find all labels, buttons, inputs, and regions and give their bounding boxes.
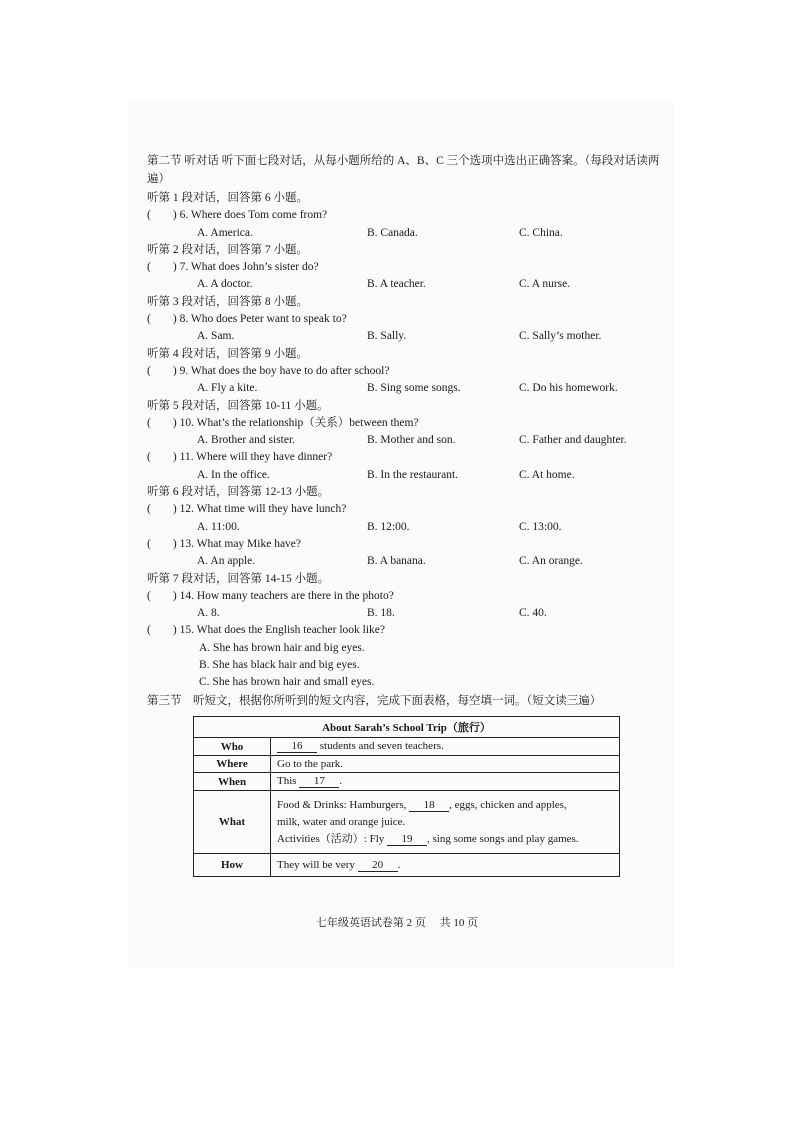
dialogue-heading: 听第 5 段对话，回答第 10-11 小题。 xyxy=(147,399,329,412)
row-label-how: How xyxy=(194,854,271,877)
options-row xyxy=(147,225,667,242)
what-line1-post: , eggs, chicken and apples, xyxy=(449,798,567,811)
option-c[interactable]: C. Sally’s mother. xyxy=(519,330,602,343)
dialogue-heading: 听第 2 段对话，回答第 7 小题。 xyxy=(147,243,308,256)
table-row xyxy=(194,791,620,854)
option-c[interactable]: C. Do his homework. xyxy=(519,382,618,395)
who-text: students and seven teachers. xyxy=(319,740,444,752)
page-footer: 七年级英语试卷第 2 页 共 10 页 xyxy=(315,917,479,929)
dialogue-heading: 听第 7 段对话，回答第 14-15 小题。 xyxy=(147,572,330,585)
answer-bracket-close: ) xyxy=(172,416,177,429)
when-post: . xyxy=(339,775,343,787)
answer-bracket-close: ) xyxy=(172,537,177,550)
option-b[interactable]: B. 18. xyxy=(367,607,395,620)
option-a[interactable]: A. Fly a kite. xyxy=(197,382,258,395)
table-row xyxy=(194,854,620,877)
question-line xyxy=(147,501,667,518)
how-post: . xyxy=(397,858,401,871)
options-row xyxy=(147,553,667,570)
dialogue-heading: 听第 1 段对话，回答第 6 小题。 xyxy=(147,192,308,204)
question-line xyxy=(147,622,667,639)
what-line3-pre: Activities（活动）: Fly xyxy=(277,832,385,845)
option-b[interactable]: B. 12:00. xyxy=(367,520,410,533)
answer-bracket-open: ( xyxy=(147,503,151,516)
option-a[interactable]: A. America. xyxy=(197,226,253,239)
question-text: 6. Where does Tom come from? xyxy=(179,209,328,222)
options-row xyxy=(147,519,667,536)
option-a[interactable]: A. A doctor. xyxy=(197,278,253,291)
table-row xyxy=(194,756,620,773)
option-a[interactable]: A. In the office. xyxy=(197,468,270,481)
listening-section-2 xyxy=(147,152,667,710)
answer-bracket-open: ( xyxy=(147,451,151,464)
table-row xyxy=(194,773,620,791)
answer-bracket-open: ( xyxy=(147,364,151,377)
question-text: 7. What does John’s sister do? xyxy=(179,261,319,274)
question-line xyxy=(147,311,667,328)
question-text: 10. What’s the relationship（关系）between them? xyxy=(179,416,419,429)
option-c[interactable]: C. She has brown hair and small eyes. xyxy=(199,676,375,689)
option-a[interactable]: A. Sam. xyxy=(197,330,235,343)
table-title: About Sarah’s School Trip（旅行） xyxy=(194,717,620,738)
option-c[interactable]: C. At home. xyxy=(519,468,575,481)
question-text: 11. Where will they have dinner? xyxy=(179,451,333,464)
dialogue-list xyxy=(147,190,667,692)
option-b[interactable]: B. Canada. xyxy=(367,226,418,239)
row-label-where: Where xyxy=(194,756,271,773)
option-b[interactable]: B. In the restaurant. xyxy=(367,468,459,481)
answer-bracket-close: ) xyxy=(172,261,177,274)
question-text: 9. What does the boy have to do after school? xyxy=(179,364,390,377)
section-2-intro: 第二节 听对话 听下面七段对话，从每小题所给的 A、B、C 三个选项中选出正确答案。（每段对话读两遍） xyxy=(147,155,660,185)
option-a[interactable]: A. An apple. xyxy=(197,555,256,568)
option-c[interactable]: C. A nurse. xyxy=(519,278,571,291)
question-text: 8. Who does Peter want to speak to? xyxy=(179,313,347,326)
row-label-when: When xyxy=(194,773,271,791)
option-c[interactable]: C. 13:00. xyxy=(519,520,562,533)
option-a[interactable]: A. Brother and sister. xyxy=(197,434,296,447)
answer-bracket-open: ( xyxy=(147,589,151,602)
options-row xyxy=(147,328,667,345)
question-text: 13. What may Mike have? xyxy=(179,537,302,550)
option-b[interactable]: B. Sally. xyxy=(367,330,407,343)
answer-bracket-close: ) xyxy=(172,503,177,516)
option-a[interactable]: A. 8. xyxy=(197,607,220,620)
option-c[interactable]: C. China. xyxy=(519,226,563,239)
answer-blank-16[interactable]: 16 xyxy=(277,740,317,753)
question-line xyxy=(147,207,667,224)
answer-bracket-open: ( xyxy=(147,313,151,326)
options-row xyxy=(147,432,667,449)
where-text: Go to the park. xyxy=(271,756,620,773)
answer-bracket-close: ) xyxy=(172,589,177,602)
answer-blank-19[interactable]: 19 xyxy=(387,833,427,846)
section-3-intro: 第三节 听短文，根据你所听到的短文内容，完成下面表格，每空填一词。（短文读三遍） xyxy=(147,694,602,707)
question-text: 15. What does the English teacher look like? xyxy=(179,624,386,637)
option-b[interactable]: B. A banana. xyxy=(367,555,426,568)
what-line3-post: , sing some songs and play games. xyxy=(427,832,579,845)
answer-bracket-open: ( xyxy=(147,261,151,274)
question-line xyxy=(147,259,667,276)
question-line xyxy=(147,536,667,553)
option-a[interactable]: A. She has brown hair and big eyes. xyxy=(199,641,365,654)
option-b[interactable]: B. A teacher. xyxy=(367,278,426,291)
answer-bracket-close: ) xyxy=(172,364,177,377)
dialogue-heading: 听第 6 段对话，回答第 12-13 小题。 xyxy=(147,486,330,499)
how-pre: They will be very xyxy=(277,858,355,871)
option-c[interactable]: C. Father and daughter. xyxy=(519,434,627,447)
option-a[interactable]: A. 11:00. xyxy=(197,520,240,533)
option-b[interactable]: B. She has black hair and big eyes. xyxy=(199,659,360,672)
answer-bracket-open: ( xyxy=(147,537,151,550)
answer-blank-17[interactable]: 17 xyxy=(299,775,339,788)
question-line xyxy=(147,363,667,380)
options-row xyxy=(147,605,667,622)
what-line1-pre: Food & Drinks: Hamburgers, xyxy=(277,798,407,811)
school-trip-table xyxy=(193,716,620,877)
table-row xyxy=(194,738,620,756)
when-pre: This xyxy=(277,775,297,787)
answer-bracket-close: ) xyxy=(172,313,177,326)
question-line xyxy=(147,588,667,605)
options-row xyxy=(147,276,667,293)
option-b[interactable]: B. Sing some songs. xyxy=(367,382,461,395)
answer-bracket-close: ) xyxy=(172,624,177,637)
option-b[interactable]: B. Mother and son. xyxy=(367,434,456,447)
answer-bracket-close: ) xyxy=(172,451,177,464)
answer-blank-18[interactable]: 18 xyxy=(409,799,449,812)
question-line xyxy=(147,449,667,466)
question-text: 12. What time will they have lunch? xyxy=(179,503,347,516)
row-label-who: Who xyxy=(194,738,271,756)
answer-blank-20[interactable]: 20 xyxy=(358,859,398,872)
what-line2: milk, water and orange juice. xyxy=(277,815,406,828)
dialogue-heading: 听第 3 段对话，回答第 8 小题。 xyxy=(147,295,308,308)
option-c[interactable]: C. 40. xyxy=(519,607,547,620)
question-line xyxy=(147,415,667,432)
option-c[interactable]: C. An orange. xyxy=(519,555,583,568)
answer-bracket-open: ( xyxy=(147,209,151,222)
dialogue-heading: 听第 4 段对话，回答第 9 小题。 xyxy=(147,347,308,360)
answer-bracket-open: ( xyxy=(147,624,151,637)
answer-bracket-close: ) xyxy=(172,209,177,222)
options-row xyxy=(147,467,667,484)
answer-bracket-open: ( xyxy=(147,416,151,429)
question-text: 14. How many teachers are there in the photo? xyxy=(179,589,394,602)
options-row xyxy=(147,380,667,397)
row-label-what: What xyxy=(194,791,271,854)
